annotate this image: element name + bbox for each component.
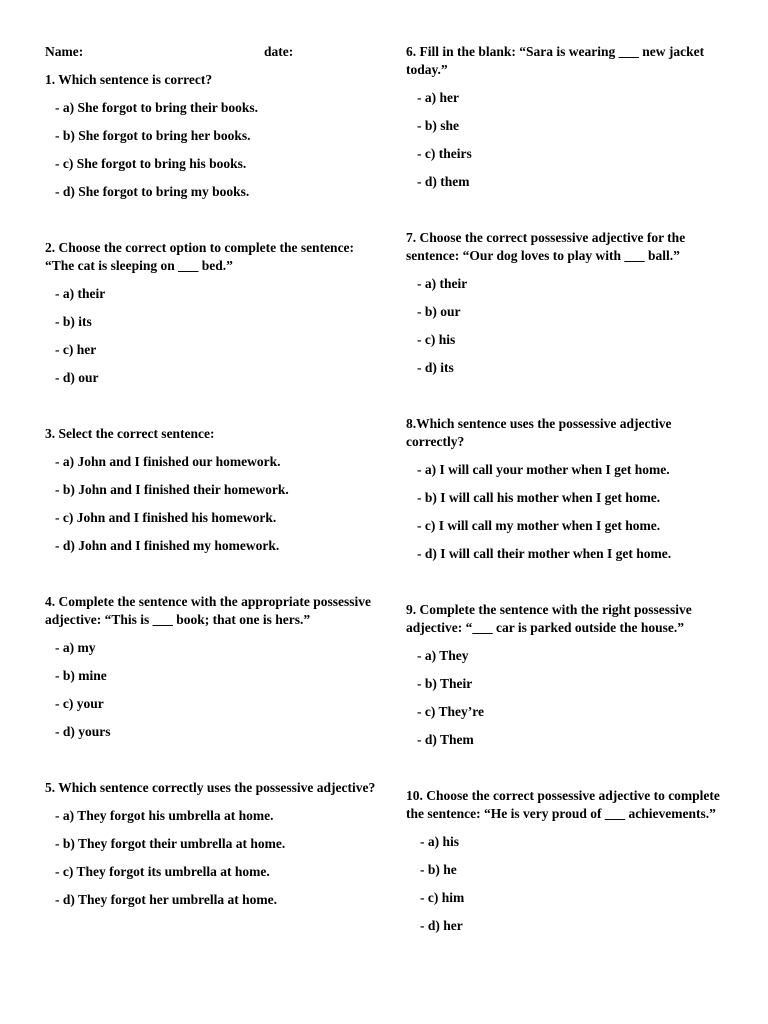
question-6 [406, 43, 726, 191]
question-stem: 10. Choose the correct possessive adjective to complete the sentence: “He is very proud of ___ achievements.” [406, 788, 720, 821]
option-a: - a) She forgot to bring their books. [55, 100, 259, 115]
option-c: - c) him [420, 890, 465, 905]
option-b: - b) I will call his mother when I get home. [417, 490, 661, 505]
option-c: - c) his [417, 332, 456, 347]
left-column [45, 43, 385, 909]
question-stem: 4. Complete the sentence with the appropriate possessive adjective: “This is ___ book; that one is hers.” [45, 594, 371, 627]
option-d: - d) They forgot her umbrella at home. [55, 892, 277, 907]
option-b: - b) She forgot to bring her books. [55, 128, 251, 143]
option-d: - d) them [417, 174, 470, 189]
option-d: - d) our [55, 370, 99, 385]
question-3 [45, 425, 385, 555]
option-a: - a) her [417, 90, 459, 105]
option-a: - a) I will call your mother when I get home. [417, 462, 670, 477]
question-stem: 2. Choose the correct option to complete the sentence: “The cat is sleeping on ___ bed.” [45, 240, 355, 273]
option-b: - b) she [417, 118, 460, 133]
question-stem: 6. Fill in the blank: “Sara is wearing ___ new jacket today.” [406, 44, 705, 77]
question-8 [406, 415, 726, 563]
name-label: Name: [45, 44, 84, 59]
option-c: - c) her [55, 342, 97, 357]
question-9 [406, 601, 726, 749]
question-10 [406, 787, 726, 935]
option-b: - b) its [55, 314, 92, 329]
question-4 [45, 593, 385, 741]
option-d: - d) yours [55, 724, 111, 739]
option-c: - c) They forgot its umbrella at home. [55, 864, 270, 879]
option-b: - b) he [420, 862, 457, 877]
option-c: - c) They’re [417, 704, 484, 719]
date-label: date: [264, 44, 294, 59]
right-column [406, 43, 726, 935]
question-2 [45, 239, 385, 387]
question-stem: 3. Select the correct sentence: [45, 426, 215, 441]
question-1 [45, 71, 385, 201]
header-row [45, 43, 385, 61]
question-stem: 8.Which sentence uses the possessive adjective correctly? [406, 416, 672, 449]
option-b: - b) mine [55, 668, 107, 683]
option-b: - b) our [417, 304, 461, 319]
question-5 [45, 779, 385, 909]
option-c: - c) I will call my mother when I get home. [417, 518, 661, 533]
option-a: - a) They forgot his umbrella at home. [55, 808, 274, 823]
option-d: - d) Them [417, 732, 474, 747]
question-stem: 5. Which sentence correctly uses the possessive adjective? [45, 780, 376, 795]
question-stem: 7. Choose the correct possessive adjective for the sentence: “Our dog loves to play with ___ ball.” [406, 230, 686, 263]
option-b: - b) They forgot their umbrella at home. [55, 836, 286, 851]
option-a: - a) their [417, 276, 468, 291]
question-7 [406, 229, 726, 377]
option-c: - c) She forgot to bring his books. [55, 156, 247, 171]
option-a: - a) They [417, 648, 469, 663]
option-d: - d) its [417, 360, 454, 375]
option-a: - a) my [55, 640, 96, 655]
option-d: - d) She forgot to bring my books. [55, 184, 250, 199]
option-c: - c) theirs [417, 146, 472, 161]
question-stem: 1. Which sentence is correct? [45, 72, 213, 87]
option-b: - b) Their [417, 676, 473, 691]
option-c: - c) your [55, 696, 104, 711]
question-stem: 9. Complete the sentence with the right possessive adjective: “___ car is parked outside the house.” [406, 602, 692, 635]
option-a: - a) their [55, 286, 106, 301]
option-a: - a) his [420, 834, 460, 849]
option-d: - d) I will call their mother when I get home. [417, 546, 672, 561]
option-b: - b) John and I finished their homework. [55, 482, 289, 497]
option-a: - a) John and I finished our homework. [55, 454, 281, 469]
option-d: - d) her [420, 918, 463, 933]
option-c: - c) John and I finished his homework. [55, 510, 277, 525]
option-d: - d) John and I finished my homework. [55, 538, 280, 553]
